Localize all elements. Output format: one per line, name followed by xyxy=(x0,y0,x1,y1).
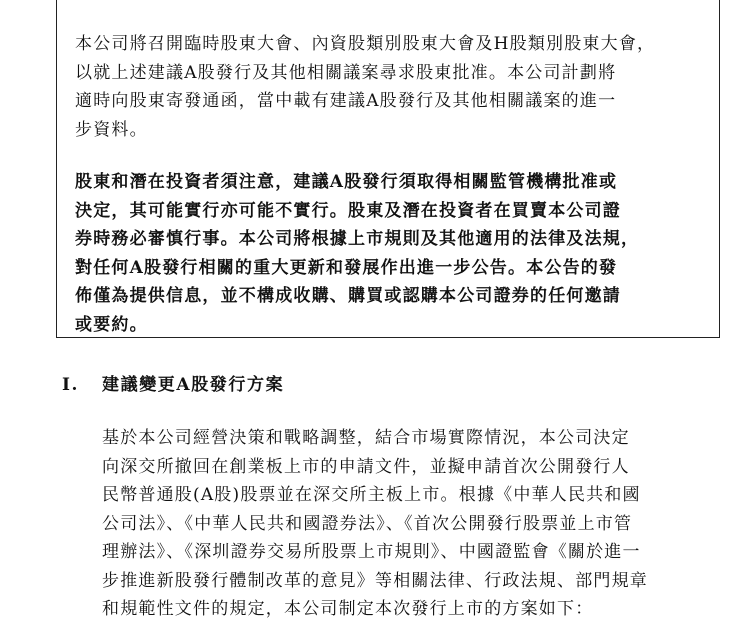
section-title: 建議變更A股發行方案 xyxy=(102,375,285,395)
text-line: 對任何A股發行相關的重大更新和發展作出進一步公告。本公告的發 xyxy=(75,257,618,278)
text-line: 向深交所撤回在創業板上市的申請文件，並擬申請首次公開發行人 xyxy=(102,456,630,477)
text-line: 步資料。 xyxy=(75,119,148,140)
text-line: 以就上述建議A股發行及其他相關議案尋求股東批准。本公司計劃將 xyxy=(75,62,617,83)
text-line: 公司法》、《中華人民共和國證券法》、《首次公開發行股票並上市管 xyxy=(102,513,633,534)
text-line: 券時務必審慎行事。本公司將根據上市規則及其他適用的法律及法規， xyxy=(75,229,640,249)
notice-paragraph-warning xyxy=(75,168,715,339)
text-line: 佈僅為提供信息，並不構成收購、購買或認購本公司證券的任何邀請 xyxy=(75,286,621,306)
section-number: I. xyxy=(62,375,80,395)
section-body xyxy=(102,424,724,624)
notice-paragraph-meetings xyxy=(75,30,715,144)
section-heading xyxy=(62,370,284,395)
text-line: 決定，其可能實行亦可能不實行。股東及潛在投資者在買賣本公司證 xyxy=(75,200,621,221)
text-line: 民幣普通股(A股)股票並在深交所主板上市。根據《中華人民共和國 xyxy=(102,485,641,505)
text-line: 適時向股東寄發通函，當中載有建議A股發行及其他相關議案的進一 xyxy=(75,91,617,111)
text-line: 步推進新股發行體制改革的意見》等相關法律、行政法規、部門規章 xyxy=(102,570,648,591)
text-line: 或要約。 xyxy=(75,314,148,335)
text-line: 和規範性文件的規定，本公司制定本次發行上市的方案如下： xyxy=(102,599,594,619)
text-line: 股東和潛在投資者須注意，建議A股發行須取得相關監管機構批准或 xyxy=(75,172,618,192)
text-line: 本公司將召開臨時股東大會、內資股類別股東大會及H股類別股東大會， xyxy=(75,34,656,54)
text-line: 理辦法》、《深圳證券交易所股票上市規則》、中國證監會《關於進一 xyxy=(102,542,641,562)
text-line: 基於本公司經營決策和戰略調整，結合市場實際情況，本公司決定 xyxy=(102,428,630,448)
